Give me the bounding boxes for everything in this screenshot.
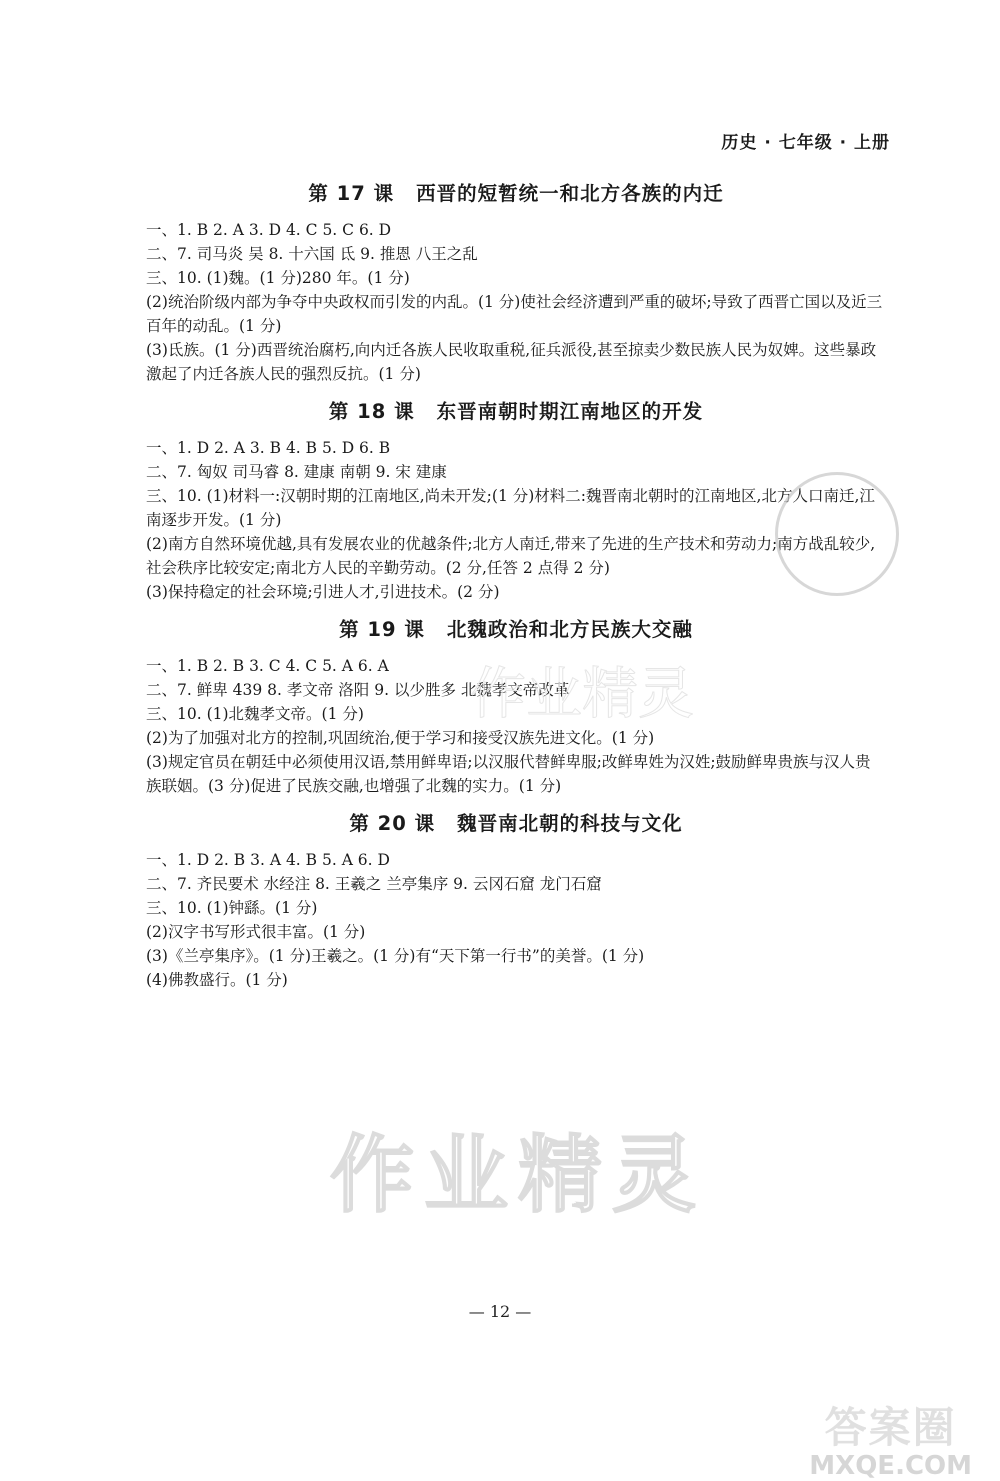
answer-content: [146, 178, 886, 1002]
lesson-20: [146, 808, 886, 992]
site-logo: [809, 1395, 972, 1481]
lesson-name: 北魏政治和北方民族大交融: [446, 618, 693, 641]
answer-line: 一、1. B 2. A 3. D 4. C 5. C 6. D: [146, 221, 392, 239]
watermark-faint: 作业精灵: [470, 662, 694, 727]
answer-line: (4)佛教盛行。(1 分): [146, 971, 288, 989]
answer-line: (3)《兰亭集序》。(1 分)王羲之。(1 分)有“天下第一行书”的美誉。(1 分): [146, 947, 645, 965]
lesson-number: 第 20 课: [349, 812, 436, 835]
lesson-title: [146, 178, 886, 206]
book-header: 历史 · 七年级 · 上册: [721, 133, 890, 153]
answer-line: 三、10. (1)材料一:汉朝时期的江南地区,尚未开发;(1 分)材料二:魏晋南北朝时的江南地区,北方人口南迁,江南逐步开发。(1 分): [146, 487, 875, 529]
site-logo-url: MXQE.COM: [809, 1451, 972, 1481]
answer-line: 三、10. (1)魏。(1 分)280 年。(1 分): [146, 269, 410, 287]
answer-line: 二、7. 齐民要术 水经注 8. 王羲之 兰亭集序 9. 云冈石窟 龙门石窟: [146, 875, 602, 893]
answer-line: 二、7. 匈奴 司马睿 8. 建康 南朝 9. 宋 建康: [146, 463, 447, 481]
lesson-17: [146, 178, 886, 386]
lesson-name: 东晋南朝时期江南地区的开发: [436, 400, 704, 423]
lesson-18: [146, 396, 886, 604]
lesson-number: 第 17 课: [308, 182, 395, 205]
answer-line: (2)南方自然环境优越,具有发展农业的优越条件;北方人南迁,带来了先进的生产技术和劳动力;南方战乱较少,社会秩序比较安定;南北方人民的辛勤劳动。(2 分,任答 2 点得 2 分): [146, 535, 876, 577]
seal-stamp-icon: [775, 472, 899, 596]
answer-line: (3)规定官员在朝廷中必须使用汉语,禁用鲜卑语;以汉服代替鲜卑服;改鲜卑姓为汉姓;鼓励鲜卑贵族与汉人贵族联姻。(3 分)促进了民族交融,也增强了北魏的实力。(1 分): [146, 753, 871, 795]
answer-line: 三、10. (1)钟繇。(1 分): [146, 899, 318, 917]
answer-line: 三、10. (1)北魏孝文帝。(1 分): [146, 705, 364, 723]
lesson-title: [146, 808, 886, 836]
watermark: 作业精灵: [330, 1126, 707, 1224]
lesson-title: [146, 396, 886, 424]
answer-line: (2)为了加强对北方的控制,巩固统治,便于学习和接受汉族先进文化。(1 分): [146, 729, 655, 747]
lesson-number: 第 18 课: [328, 400, 415, 423]
answer-line: 一、1. D 2. A 3. B 4. B 5. D 6. B: [146, 439, 391, 457]
answer-line: 一、1. B 2. B 3. C 4. C 5. A 6. A: [146, 657, 389, 675]
answer-line: (3)保持稳定的社会环境;引进人才,引进技术。(2 分): [146, 583, 500, 601]
lesson-name: 魏晋南北朝的科技与文化: [457, 812, 683, 835]
answer-line: (3)氐族。(1 分)西晋统治腐朽,向内迁各族人民收取重税,征兵派役,甚至掠卖少数民族人民为奴婢。这些暴政激起了内迁各族人民的强烈反抗。(1 分): [146, 341, 877, 383]
answer-line: 二、7. 司马炎 吴 8. 十六国 氐 9. 推恩 八王之乱: [146, 245, 478, 263]
answer-line: (2)统治阶级内部为争夺中央政权而引发的内乱。(1 分)使社会经济遭到严重的破坏;导致了西晋亡国以及近三百年的动乱。(1 分): [146, 293, 883, 335]
site-logo-text: 答案圈: [824, 1403, 957, 1452]
lesson-title: [146, 614, 886, 642]
answer-line: 二、7. 鲜卑 439 8. 孝文帝 洛阳 9. 以少胜多 北魏孝文帝改革: [146, 681, 570, 699]
answer-line: (2)汉字书写形式很丰富。(1 分): [146, 923, 366, 941]
answer-line: 一、1. D 2. B 3. A 4. B 5. A 6. D: [146, 851, 390, 869]
lesson-name: 西晋的短暂统一和北方各族的内迁: [416, 182, 724, 205]
lesson-number: 第 19 课: [339, 618, 425, 641]
page-number: — 12 —: [468, 1302, 532, 1321]
